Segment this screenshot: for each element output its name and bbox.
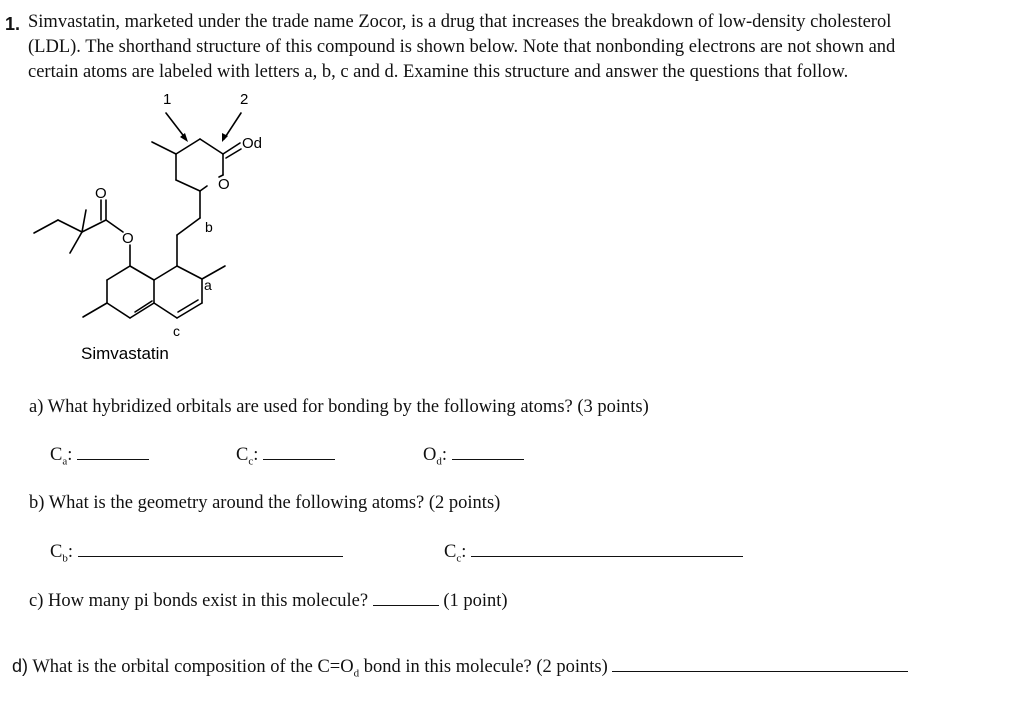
answer-blank[interactable] [373,589,439,606]
answer-blank[interactable] [612,655,908,672]
atom-sub: c [248,455,254,468]
intro-line-3: certain atoms are labeled with letters a, b, c and d. Examine this structure and answer the questions that follow. [28,62,849,82]
answer-blank[interactable] [452,443,524,460]
answer-blank[interactable] [263,443,335,460]
arrow-2 [222,113,241,142]
arrow-label-1: 1 [163,91,172,108]
part-a-blank-cc [236,443,335,474]
answer-blank[interactable] [471,540,743,557]
part-d-sub: d [353,667,360,680]
atom-letter: O [423,445,437,465]
atom-letter: C [50,445,63,465]
simvastatin-structure [0,0,320,370]
atom-letter: C [50,542,63,562]
part-d-prompt-pre: What is the orbital composition of the C=O [32,657,354,677]
colon: : [441,445,448,465]
atom-o-carbonyl: O [95,185,107,202]
arrow-1 [166,113,188,142]
part-b-blank-cc [444,540,743,571]
atom-letter: C [236,445,249,465]
colon: : [67,445,73,465]
part-a-blank-od [423,443,524,474]
atom-sub: a [62,455,68,468]
colon: : [67,542,73,562]
label-b: b [205,219,213,235]
part-d [12,654,908,686]
colon: : [461,542,467,562]
atom-od: Od [242,135,263,152]
arrow-label-2: 2 [240,91,249,108]
part-c [29,589,508,613]
label-c: c [173,323,180,339]
answer-blank[interactable] [77,443,149,460]
answer-blank[interactable] [78,540,343,557]
question-number: 1. [5,14,21,34]
side-chain [177,191,200,266]
atom-sub: b [62,552,68,565]
part-c-points: (1 point) [443,591,508,611]
ester-group [34,200,123,253]
part-b-blank-cb [50,540,343,571]
atom-sub: c [456,552,462,565]
atom-letter: C [444,542,457,562]
atom-sub: d [436,455,442,468]
colon: : [253,445,259,465]
part-c-prompt: c) How many pi bonds exist in this molecule? [29,591,369,611]
part-a-prompt: a) What hybridized orbitals are used for bonding by the following atoms? (3 points) [29,397,649,417]
intro-line-2: (LDL). The shorthand structure of this compound is shown below. Note that nonbonding electrons are not shown and [28,37,896,57]
part-a-blank-ca [50,443,149,474]
structure-caption: Simvastatin [81,344,169,363]
part-d-letter: d) [12,656,29,676]
part-b-prompt: b) What is the geometry around the following atoms? (2 points) [29,493,501,513]
intro-line-1: Simvastatin, marketed under the trade name Zocor, is a drug that increases the breakdown of low-density cholesterol [28,12,892,32]
atom-o-ring: O [218,176,230,193]
atom-o-ester: O [122,230,134,247]
label-a: a [204,277,212,293]
part-d-prompt-post: bond in this molecule? (2 points) [359,657,608,677]
